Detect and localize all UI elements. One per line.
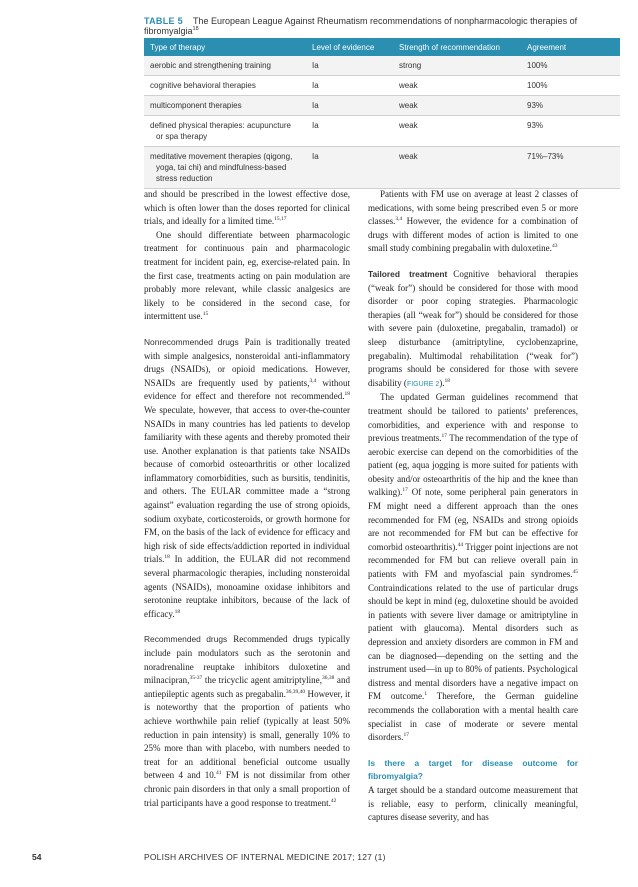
cell-level: Ia (306, 96, 393, 116)
recommendations-table (144, 38, 620, 189)
cell-agreement: 100% (521, 56, 620, 76)
right-column (368, 188, 578, 825)
table-header-row (144, 38, 620, 56)
section-heading-nonrecommended: Nonrecommended drugs (144, 336, 239, 347)
paragraph: and should be prescribed in the lowest effective dose, which is often lower than the doses reported for clinical trials, and ideally for a limited time.$^{15,17}$ (144, 189, 350, 227)
table-row (144, 56, 620, 76)
cell-agreement: 100% (521, 76, 620, 96)
cell-level: Ia (306, 147, 393, 189)
page-number: 54 (32, 852, 42, 862)
paragraph: A target should be a standard outcome measurement that is reliable, easy to perform, clinically meaningful, captures disease severity, and has (368, 784, 578, 823)
paragraph: Tailored treatment Cognitive behavioral therapies (“weak for”) should be considered for those with mood disorder or poor coping strategies. Pharmacologic therapies (all “weak for”) should be considered for those with severe pain (duloxetine, pregabalin, tramadol) or sleep disturbance (amitriptyline, cyclobenzaprine, pregabalin). Multimodal rehabilitation (“weak for”) programs should be considered for those with severe disability (FIGURE 2).$^{18}$ (368, 268, 578, 388)
section-heading-recommended: Recommended drugs (144, 634, 228, 645)
cell-agreement: 71%–73% (521, 147, 620, 189)
header-level: Level of evidence (306, 38, 393, 56)
section-heading-target: Is there a target for disease outcome for fibromyalgia? (368, 757, 578, 782)
paragraph: Recommended drugs Recommended drugs typically include pain modulators such as the serotonin and noradrenaline reuptake inhibitors duloxetine and milnacipran,$^{35-37}$ the tricyclic agent amitriptyline,$^{36,38}$ and antiepileptic agents such as pregabalin.$^{36,39,40}$ However, it is noteworthy that the proportion of patients who achieve worthwhile pain relief (typically at least 50% reduction in pain intensity) is small, generally 10% to 25% more than with placebo, with numbers needed to treat for an additional beneficial outcome usually between 4 and 10.41 FM is not dissimilar from other chronic pain disorders in that only a small proportion of trial participants have a good response to treatment.$^{42}$ (144, 634, 350, 808)
cell-type: cognitive behavioral therapies (144, 76, 306, 96)
cell-agreement: 93% (521, 96, 620, 116)
cell-level: Ia (306, 56, 393, 76)
cell-level: Ia (306, 76, 393, 96)
table-caption (144, 16, 624, 36)
cell-level: Ia (306, 116, 393, 147)
header-type: Type of therapy (144, 38, 306, 56)
header-agreement: Agreement (521, 38, 620, 56)
cell-strength: strong (393, 56, 521, 76)
table-label: TABLE 5 (144, 16, 183, 26)
table-row (144, 116, 620, 147)
cell-strength: weak (393, 116, 521, 147)
cell-agreement: 93% (521, 116, 620, 147)
cell-type: defined physical therapies: acupuncture or spa therapy (144, 116, 306, 147)
cell-strength: weak (393, 147, 521, 189)
paragraph: Patients with FM use on average at least 2 classes of medications, with some being prescribed even 5 or more classes.$^{3,4}$ However, the evidence for a combination of drugs with different modes of action is limited to one small study combining pregabalin with duloxetine.$^{43}$ (368, 189, 578, 254)
header-strength: Strength of recommendation (393, 38, 521, 56)
left-column (144, 188, 350, 810)
cell-strength: weak (393, 96, 521, 116)
paragraph: The updated German guidelines recommend that treatment should be tailored to patients’ preferences, comorbidities, and experience with and response to previous treatments.$^{17}$ The recommendation of the type of aerobic exercise can depend on the comorbidities of the patient (eg, aqua jogging is more suited for patients with obesity and/or osteoarthritis of the hip and the knee than walking).$^{17}$ Of note, some peripheral pain generators in FM might need a different approach than the ones recommended for FM (eg, NSAIDs and strong opioids are not recommended for FM but can be effective for comorbid osteoarthritis).$^{44}$ Trigger point injections are not recommended for FM but can relieve overall pain in patients with FM and myofascial pain syndromes.$^{45}$ Contraindications related to the use of particular drugs should be kept in mind (eg, duloxetine should be avoided in patients with severe liver damage or amitriptyline in patient with glaucoma). Mental disorders such as depression and anxiety disorders are common in FM and can be diagnosed—depending on the setting and the instrument used—in up to 80% of patients. Psychological distress and mental disorders have a negative impact on FM outcome.$^1$ Therefore, the German guideline recommends the collaboration with a mental health care specialist in case of moderate or severe mental disorders.$^{17}$ (368, 392, 578, 743)
table-row (144, 76, 620, 96)
table-row (144, 96, 620, 116)
cell-type: aerobic and strengthening training (144, 56, 306, 76)
table-title: The European League Against Rheumatism recommendations of nonpharmacologic therapies of fibromyalgia (144, 16, 578, 36)
paragraph: One should differentiate between pharmacologic treatment for continuous pain and pharmacologic treatment for incident pain, eg, exercise-related pain. In the first case, treatments acting on pain modulation are probably more relevant, while classic analgesics are likely to be considered in the second case, for intermittent use.$^{15}$ (144, 229, 350, 322)
cell-type: meditative movement therapies (qigong, yoga, tai chi) and mindfulness-based stress reduction (144, 147, 306, 189)
journal-citation: POLISH ARCHIVES OF INTERNAL MEDICINE 2017; 127 (1) (144, 852, 386, 862)
cell-strength: weak (393, 76, 521, 96)
cell-type: multicomponent therapies (144, 96, 306, 116)
figure-reference-link[interactable]: FIGURE 2 (406, 380, 440, 388)
paragraph: Nonrecommended drugs Pain is traditionally treated with simple analgesics, nonsteroidal anti-inflammatory drugs (NSAIDs), or opioid medications. However, NSAIDs are frequently used by patients,$^{3,4}$ without evidence for effect and therefore not recommended.$^{18}$ We speculate, however, that access to over-the-counter NSAIDs in many countries has led patients to develop familiarity with these agents and thereby promoted their use. Another explanation is that patients take NSAIDs because of comorbid osteoarthritis or other localized inflammatory comorbidities, such as bursitis, tendinitis, and others. The EULAR committee made a “strong against” evaluation regarding the use of strong opioids, sodium oxybate, corticosteroids, or growth hormone for FM, on the basis of the lack of evidence for efficacy and high risk of side effects/addiction reported in individual trials.$^{18}$ In addition, the EULAR did not recommend several pharmacologic therapies, including nonsteroidal agents (NSAIDs), monoamine oxidase inhibitors and serotonine reuptake inhibitors, because of the lack of efficacy.$^{18}$ (144, 336, 350, 619)
section-heading-tailored: Tailored treatment (368, 268, 448, 279)
table-row (144, 147, 620, 189)
table-title-ref: 18 (192, 26, 199, 32)
